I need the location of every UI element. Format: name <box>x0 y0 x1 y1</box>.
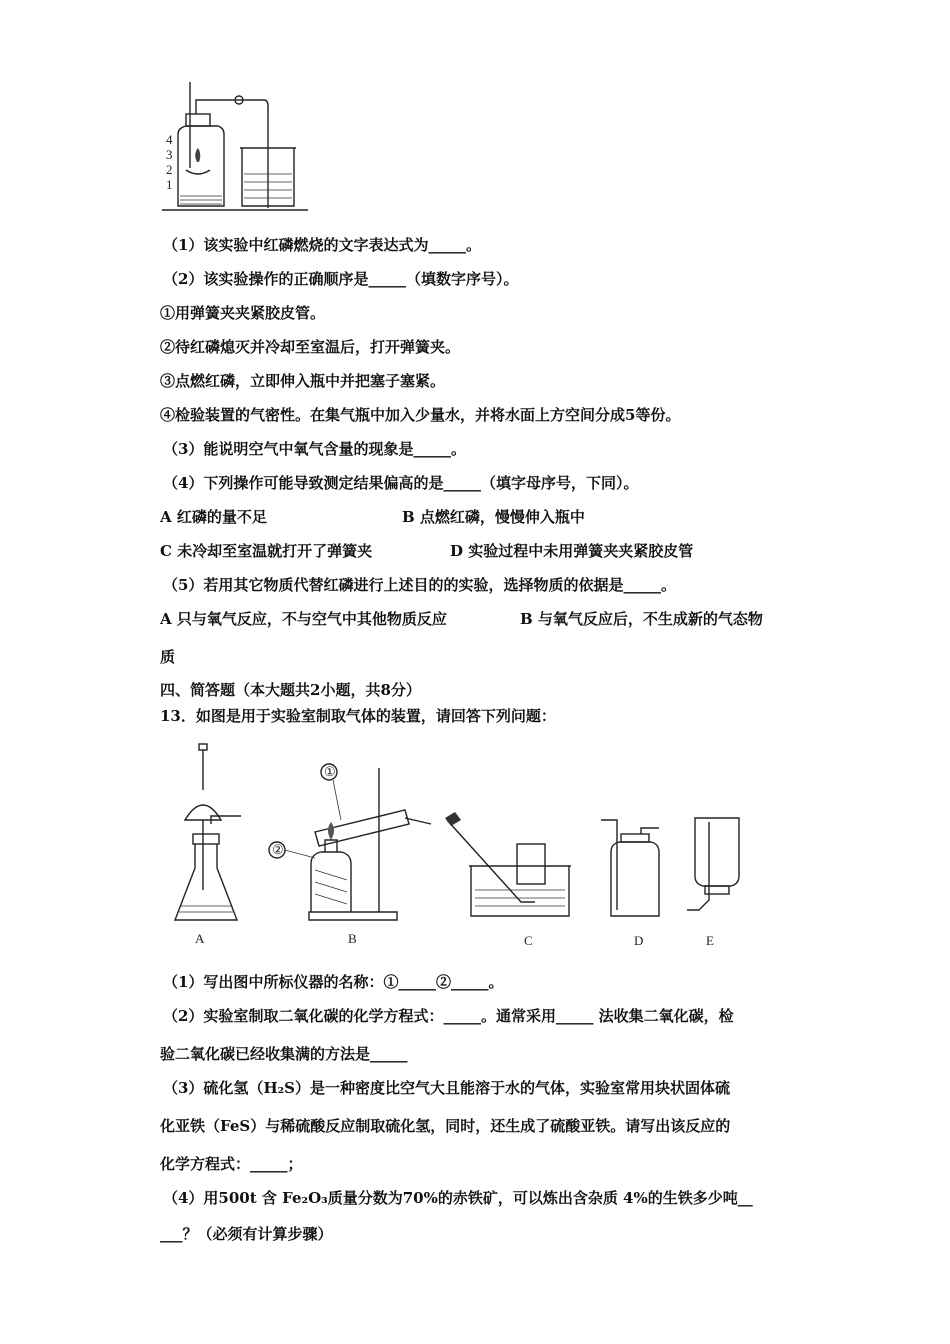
option-d-text: D 实验过程中未用弹簧夹夹紧胶皮管 <box>450 542 694 560</box>
label-c: C <box>524 933 533 948</box>
step-4-text: ④检验装置的气密性。在集气瓶中加入少量水，并将水面上方空间分成5等份。 <box>160 406 681 424</box>
part-2-line-2: 验二氧化碳已经收集满的方法是_____ <box>160 1045 408 1063</box>
option-c-text: C 未冷却至室温就打开了弹簧夹 <box>160 542 373 560</box>
section-heading: 四、简答题（本大题共2小题，共8分） <box>160 681 421 699</box>
apparatus-e <box>687 818 739 948</box>
apparatus-c <box>445 812 571 948</box>
part-3-line-1: （3）硫化氢（H₂S）是一种密度比空气大且能溶于水的气体，实验室常用块状固体硫 <box>163 1079 731 1097</box>
question-4-text: （4）下列操作可能导致测定结果偏高的是_____（填字母序号，下同）。 <box>163 474 639 492</box>
option-a-text: A 红磷的量不足 <box>160 508 267 526</box>
question-3-text: （3）能说明空气中氧气含量的现象是_____。 <box>163 440 466 458</box>
part-3-line-3: 化学方程式：_____； <box>160 1155 303 1173</box>
marker-1: ① <box>324 764 336 779</box>
scale-label-4: 4 <box>166 132 173 147</box>
phosphorus-apparatus-figure <box>160 78 310 218</box>
apparatus-a <box>175 744 241 946</box>
marker-2: ② <box>272 842 284 857</box>
scale-label-2: 2 <box>166 162 173 177</box>
label-e: E <box>706 933 714 948</box>
part-3-line-2: 化亚铁（FeS）与稀硫酸反应制取硫化氢，同时，还生成了硫酸亚铁。请写出该反应的 <box>160 1117 731 1135</box>
q5-option-b-text: B 与氧气反应后，不生成新的气态物 <box>520 610 763 628</box>
part-4-line-1: （4）用500t 含 Fe₂O₃质量分数为70%的赤铁矿，可以炼出含杂质 4%的生铁多少吨__ <box>163 1189 753 1207</box>
gas-apparatus-figure <box>165 740 765 955</box>
q5-option-b-continuation: 质 <box>160 648 176 666</box>
question-5-text: （5）若用其它物质代替红磷进行上述目的的实验，选择物质的依据是_____。 <box>163 576 676 594</box>
label-a: A <box>195 931 205 946</box>
step-2-text: ②待红磷熄灭并冷却至室温后，打开弹簧夹。 <box>160 338 461 356</box>
apparatus-d <box>601 820 659 948</box>
question-1-text: （1）该实验中红磷燃烧的文字表达式为_____。 <box>163 236 481 254</box>
part-1-text: （1）写出图中所标仪器的名称：①_____②_____。 <box>163 973 504 991</box>
scale-label-1: 1 <box>166 177 173 192</box>
apparatus-b <box>269 764 431 946</box>
part-2-line-1: （2）实验室制取二氧化碳的化学方程式：_____。通常采用_____ 法收集二氧化碳，检 <box>163 1007 734 1025</box>
label-d: D <box>634 933 644 948</box>
scale-label-3: 3 <box>166 147 173 162</box>
step-1-text: ①用弹簧夹夹紧胶皮管。 <box>160 304 326 322</box>
q5-option-a-text: A 只与氧气反应，不与空气中其他物质反应 <box>160 610 447 628</box>
question-2-text: （2）该实验操作的正确顺序是_____（填数字序号）。 <box>163 270 519 288</box>
question-13-title: 13．如图是用于实验室制取气体的装置，请回答下列问题： <box>160 707 556 725</box>
part-4-line-2: ___？（必须有计算步骤） <box>160 1225 333 1243</box>
step-3-text: ③点燃红磷，立即伸入瓶中并把塞子塞紧。 <box>160 372 446 390</box>
option-b-text: B 点燃红磷，慢慢伸入瓶中 <box>402 508 585 526</box>
label-b: B <box>348 931 357 946</box>
